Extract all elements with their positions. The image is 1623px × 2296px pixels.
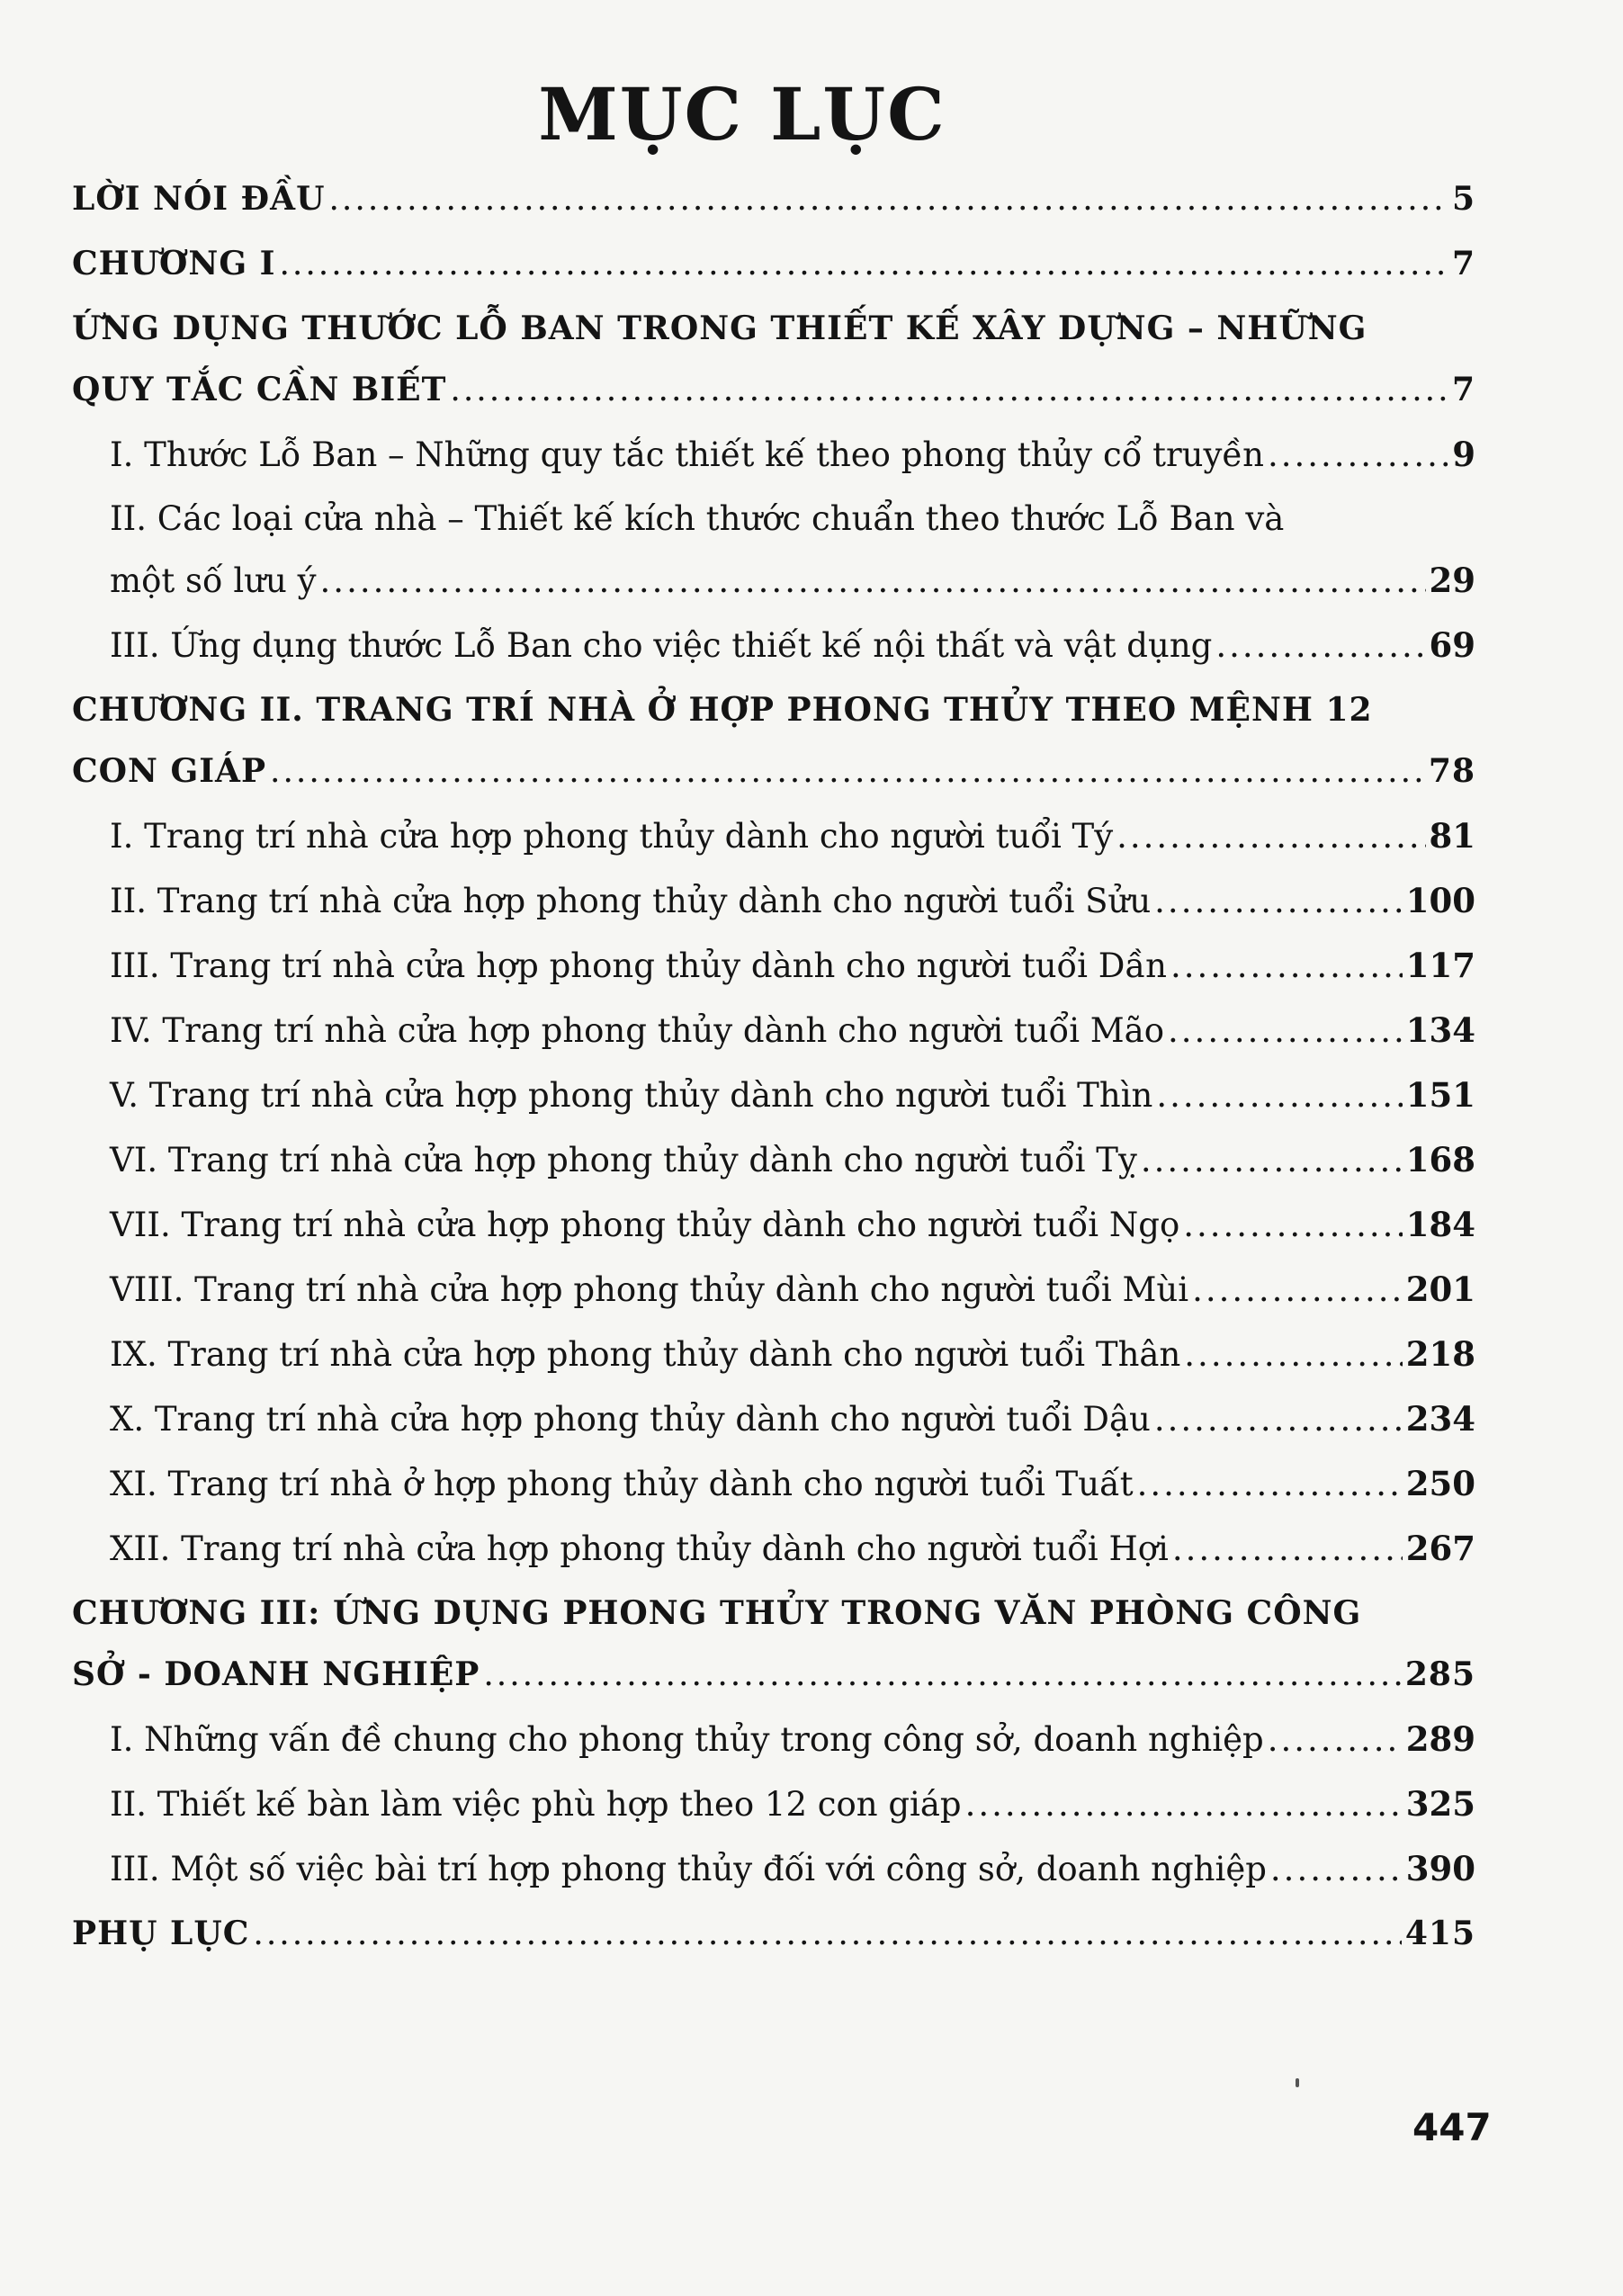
toc-entry-label: QUY TẮC CẦN BIẾT xyxy=(72,371,447,408)
toc-entry-page: 390 xyxy=(1405,1849,1475,1888)
toc-entry-page: 415 xyxy=(1404,1915,1475,1952)
toc-entry-label: V. Trang trí nhà cửa hợp phong thủy dành cho người tuổi Thìn xyxy=(110,1076,1153,1115)
toc-entry-label: X. Trang trí nhà cửa hợp phong thủy dành cho người tuổi Dậu xyxy=(110,1400,1151,1439)
toc-entry-chapter-1-title xyxy=(72,357,1475,422)
toc-entry-page: 7 xyxy=(1451,245,1475,283)
dot-leader xyxy=(270,740,1425,804)
toc-entry-section xyxy=(72,613,1475,677)
toc-entry-label: II. Trang trí nhà cửa hợp phong thủy dành cho người tuổi Sửu xyxy=(110,882,1152,920)
dot-leader xyxy=(1268,1708,1403,1772)
toc-entry-page: 134 xyxy=(1405,1010,1475,1050)
toc-entry-section xyxy=(72,1836,1475,1901)
toc-entry-chapter-1 xyxy=(72,231,1475,296)
dot-leader xyxy=(320,549,1426,614)
toc-entry-section xyxy=(72,422,1475,487)
toc-entry-label: VIII. Trang trí nhà cửa hợp phong thủy dành cho người tuổi Mùi xyxy=(110,1270,1189,1309)
toc-entry-section xyxy=(72,1451,1475,1516)
toc-entry-section xyxy=(72,933,1475,998)
toc-entry-section xyxy=(72,803,1475,868)
toc-entry-section xyxy=(72,1192,1475,1257)
toc-entry-page: 267 xyxy=(1405,1529,1475,1568)
toc-entry-label: III. Trang trí nhà cửa hợp phong thủy dành cho người tuổi Dần xyxy=(110,946,1167,985)
toc-entry-preface xyxy=(72,166,1475,231)
toc-entry-label: CON GIÁP xyxy=(72,752,267,790)
toc-entry-chapter-3 xyxy=(72,1642,1475,1707)
toc-entry-page: 81 xyxy=(1429,816,1475,856)
toc-entry-page: 78 xyxy=(1428,752,1475,790)
toc-entry-page: 117 xyxy=(1405,946,1475,985)
dot-leader xyxy=(1270,1837,1403,1902)
toc-entry-label: III. Một số việc bài trí hợp phong thủy đối với công sở, doanh nghiệp xyxy=(110,1850,1267,1888)
dot-leader xyxy=(1268,423,1448,488)
toc-entry-label: IV. Trang trí nhà cửa hợp phong thủy dành cho người tuổi Mão xyxy=(110,1011,1165,1050)
toc-entry-section xyxy=(72,1063,1475,1127)
dot-leader xyxy=(279,232,1448,297)
toc-entry-label: một số lưu ý xyxy=(110,561,317,600)
dot-leader xyxy=(1116,804,1425,869)
toc-entry-page: 7 xyxy=(1451,371,1475,408)
toc-entry-label: II. Thiết kế bàn làm việc phù hợp theo 12 con giáp xyxy=(110,1785,962,1824)
dot-leader xyxy=(450,358,1448,423)
dot-leader xyxy=(1183,1193,1403,1258)
toc-entry-page: 69 xyxy=(1429,625,1475,665)
toc-entry-label: I. Những vấn đề chung cho phong thủy trong công sở, doanh nghiệp xyxy=(110,1720,1264,1759)
toc-entry-label: XI. Trang trí nhà ở hợp phong thủy dành cho người tuổi Tuất xyxy=(110,1465,1134,1503)
toc-entry-page: 29 xyxy=(1429,561,1475,600)
toc-entry-section xyxy=(72,1127,1475,1192)
toc-entry-label: I. Thước Lỗ Ban – Những quy tắc thiết kế theo phong thủy cổ truyền xyxy=(110,435,1264,474)
dot-leader xyxy=(1156,1063,1402,1128)
toc-entry-label: SỞ - DOANH NGHIỆP xyxy=(72,1655,480,1693)
toc-entry-section xyxy=(72,1707,1475,1771)
dot-leader xyxy=(1184,1323,1402,1387)
page-number: 447 xyxy=(1412,2105,1492,2149)
toc-entry-chapter-3-line1: CHƯƠNG III: ỨNG DỤNG PHONG THỦY TRONG VĂN PHÒNG CÔNG xyxy=(72,1594,1362,1632)
toc-entry-label: PHỤ LỤC xyxy=(72,1915,250,1952)
toc-entry-section xyxy=(72,1386,1475,1451)
toc-entry-section xyxy=(72,1322,1475,1386)
toc-entry-page: 218 xyxy=(1405,1334,1475,1374)
toc-entry-section xyxy=(72,1516,1475,1581)
dot-leader xyxy=(483,1643,1402,1708)
dot-leader xyxy=(1141,1128,1403,1193)
toc-entry-chapter-2-line1: CHƯƠNG II. TRANG TRÍ NHÀ Ở HỢP PHONG THỦY THEO MỆNH 12 xyxy=(72,691,1373,729)
toc-entry-page: 168 xyxy=(1405,1140,1475,1179)
dot-leader xyxy=(965,1772,1403,1837)
toc-entry-page: 184 xyxy=(1405,1205,1475,1244)
toc-entry-page: 5 xyxy=(1451,180,1475,218)
toc-entry-section xyxy=(72,998,1475,1063)
toc-entry-page: 100 xyxy=(1405,881,1475,920)
toc-entry-label: CHƯƠNG I xyxy=(72,245,276,283)
dot-leader xyxy=(328,167,1448,232)
table-of-contents xyxy=(72,166,1475,1966)
toc-entry-chapter-1-title-line1: ỨNG DỤNG THƯỚC LỖ BAN TRONG THIẾT KẾ XÂY DỰNG – NHỮNG xyxy=(72,309,1367,347)
dot-leader xyxy=(1168,999,1403,1063)
toc-entry-page: 151 xyxy=(1405,1075,1475,1115)
dot-leader xyxy=(1170,934,1403,999)
toc-entry-label: VI. Trang trí nhà cửa hợp phong thủy dành cho người tuổi Tỵ xyxy=(110,1141,1137,1179)
toc-entry-section xyxy=(72,1771,1475,1836)
dot-leader xyxy=(1172,1517,1403,1582)
toc-entry-chapter-2 xyxy=(72,739,1475,803)
toc-entry-page: 201 xyxy=(1405,1269,1475,1309)
toc-entry-section xyxy=(72,1257,1475,1322)
toc-entry-section xyxy=(72,868,1475,933)
dot-leader xyxy=(1137,1452,1403,1517)
dot-leader xyxy=(1192,1258,1403,1323)
toc-entry-label: III. Ứng dụng thước Lỗ Ban cho việc thiết kế nội thất và vật dụng xyxy=(110,626,1213,665)
toc-entry-label: VII. Trang trí nhà cửa hợp phong thủy dành cho người tuổi Ngọ xyxy=(110,1206,1180,1244)
toc-entry-page: 325 xyxy=(1405,1784,1475,1824)
toc-entry-page: 9 xyxy=(1452,435,1475,474)
toc-entry-label: XII. Trang trí nhà cửa hợp phong thủy dành cho người tuổi Hợi xyxy=(110,1529,1169,1568)
dot-leader xyxy=(1154,869,1403,934)
toc-entry-appendix xyxy=(72,1901,1475,1966)
toc-entry-page: 289 xyxy=(1405,1719,1475,1759)
toc-entry-section xyxy=(72,548,1475,613)
page-title: MỤC LỤC xyxy=(538,72,946,157)
dot-leader xyxy=(253,1902,1401,1967)
toc-entry-page: 234 xyxy=(1405,1399,1475,1439)
dot-leader xyxy=(1154,1387,1403,1452)
toc-entry-label: IX. Trang trí nhà cửa hợp phong thủy dành cho người tuổi Thân xyxy=(110,1335,1181,1374)
toc-entry-label: I. Trang trí nhà cửa hợp phong thủy dành cho người tuổi Tý xyxy=(110,817,1114,856)
toc-entry-page: 250 xyxy=(1405,1464,1475,1503)
toc-entry-section-line1: II. Các loại cửa nhà – Thiết kế kích thước chuẩn theo thước Lỗ Ban và xyxy=(110,499,1285,538)
toc-entry-label: LỜI NÓI ĐẦU xyxy=(72,180,326,218)
dot-leader xyxy=(1215,614,1425,678)
ink-mark xyxy=(1296,2078,1299,2087)
toc-entry-page: 285 xyxy=(1404,1655,1475,1693)
